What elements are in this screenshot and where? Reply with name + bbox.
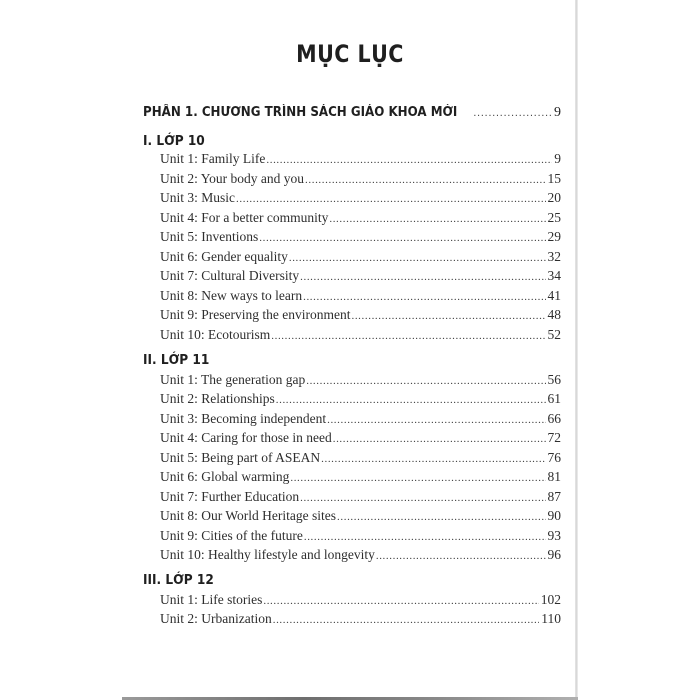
entry-page-number: 72 <box>547 430 561 445</box>
entry-label: Unit 2: Relationships <box>160 391 275 406</box>
toc-entry <box>160 249 561 267</box>
dot-leader <box>300 492 545 504</box>
entry-page-number: 34 <box>547 268 561 283</box>
dot-leader <box>327 414 545 426</box>
entry-label: Unit 1: Life stories <box>160 592 263 607</box>
entry-label: Unit 1: Family Life <box>160 151 266 166</box>
entry-label: Unit 6: Global warming <box>160 469 290 484</box>
toc-entry <box>160 229 561 247</box>
entry-label: Unit 9: Preserving the environment <box>160 307 351 322</box>
dot-leader <box>351 310 545 322</box>
entry-page-number: 81 <box>547 469 561 484</box>
entry-page-number: 96 <box>547 547 561 562</box>
entry-label: Unit 2: Urbanization <box>160 611 272 626</box>
entry-label: Unit 2: Your body and you <box>160 171 305 186</box>
toc-entry <box>160 411 561 429</box>
toc-entry <box>160 210 561 228</box>
toc-entry <box>160 508 561 526</box>
part-page-number: 9 <box>554 105 561 120</box>
entry-page-number: 48 <box>547 307 561 322</box>
toc-entry <box>160 611 561 629</box>
toc-entry <box>160 450 561 468</box>
entry-page-number: 56 <box>547 372 561 387</box>
dot-leader <box>304 531 546 543</box>
toc-entry <box>160 430 561 448</box>
entry-page-number: 61 <box>547 391 561 406</box>
dot-leader <box>259 232 545 244</box>
entry-page-number: 41 <box>547 288 561 303</box>
section-heading-lop-10: I. LỚP 10 <box>143 133 205 149</box>
dot-leader <box>337 511 545 523</box>
part-label: PHẦN 1. CHƯƠNG TRÌNH SÁCH GIÁO KHOA MỚI <box>143 104 458 120</box>
toc-entry <box>160 288 561 306</box>
toc-entry <box>160 592 561 610</box>
dot-leader <box>333 433 546 445</box>
entry-label: Unit 10: Healthy lifestyle and longevity <box>160 547 375 562</box>
entry-page-number: 29 <box>547 229 561 244</box>
toc-entry <box>160 547 561 565</box>
entry-label: Unit 5: Inventions <box>160 229 259 244</box>
entry-page-number: 87 <box>547 489 561 504</box>
entry-label: Unit 10: Ecotourism <box>160 327 271 342</box>
dot-leader <box>290 472 545 484</box>
dot-leader <box>263 595 538 607</box>
entry-label: Unit 3: Becoming independent <box>160 411 327 426</box>
entry-label: Unit 9: Cities of the future <box>160 528 303 543</box>
toc-entry <box>160 190 561 208</box>
toc-entry <box>160 372 561 390</box>
entry-label: Unit 1: The generation gap <box>160 372 306 387</box>
toc-entry <box>160 151 561 169</box>
entry-label: Unit 7: Further Education <box>160 489 300 504</box>
dot-leader <box>266 154 552 166</box>
dot-leader <box>273 614 540 626</box>
entry-label: Unit 4: Caring for those in need <box>160 430 332 445</box>
toc-part-entry <box>143 104 561 124</box>
dot-leader <box>236 193 545 205</box>
entry-label: Unit 8: New ways to learn <box>160 288 303 303</box>
entry-label: Unit 4: For a better community <box>160 210 329 225</box>
dot-leader <box>289 252 546 264</box>
entry-page-number: 102 <box>540 592 561 607</box>
dot-leader <box>329 213 545 225</box>
section-heading-lop-11: II. LỚP 11 <box>143 352 210 368</box>
entry-page-number: 90 <box>547 508 561 523</box>
dot-leader <box>276 394 546 406</box>
dot-leader <box>271 330 545 342</box>
page-title: MỤC LỤC <box>296 40 404 68</box>
entry-label: Unit 7: Cultural Diversity <box>160 268 300 283</box>
toc-entry <box>160 171 561 189</box>
toc-entry <box>160 489 561 507</box>
toc-entry <box>160 327 561 345</box>
entry-page-number: 66 <box>547 411 561 426</box>
dot-leader <box>300 271 545 283</box>
dot-leader <box>306 375 545 387</box>
entry-page-number: 20 <box>547 190 561 205</box>
entry-page-number: 110 <box>541 611 561 626</box>
dot-leader <box>473 108 552 119</box>
entry-page-number: 9 <box>554 151 561 166</box>
entry-label: Unit 6: Gender equality <box>160 249 288 264</box>
entry-label: Unit 8: Our World Heritage sites <box>160 508 337 523</box>
toc-entry <box>160 469 561 487</box>
dot-leader <box>303 291 545 303</box>
entry-page-number: 76 <box>547 450 561 465</box>
dot-leader <box>321 453 545 465</box>
entry-page-number: 93 <box>547 528 561 543</box>
section-heading-lop-12: III. LỚP 12 <box>143 572 214 588</box>
entry-label: Unit 5: Being part of ASEAN <box>160 450 321 465</box>
toc-entry <box>160 391 561 409</box>
entry-page-number: 25 <box>547 210 561 225</box>
toc-entry <box>160 307 561 325</box>
toc-entry <box>160 528 561 546</box>
entry-label: Unit 3: Music <box>160 190 236 205</box>
page-right-edge-shadow <box>575 0 578 698</box>
toc-entry <box>160 268 561 286</box>
dot-leader <box>376 550 546 562</box>
entry-page-number: 32 <box>547 249 561 264</box>
entry-page-number: 52 <box>547 327 561 342</box>
entry-page-number: 15 <box>547 171 561 186</box>
dot-leader <box>305 174 545 186</box>
